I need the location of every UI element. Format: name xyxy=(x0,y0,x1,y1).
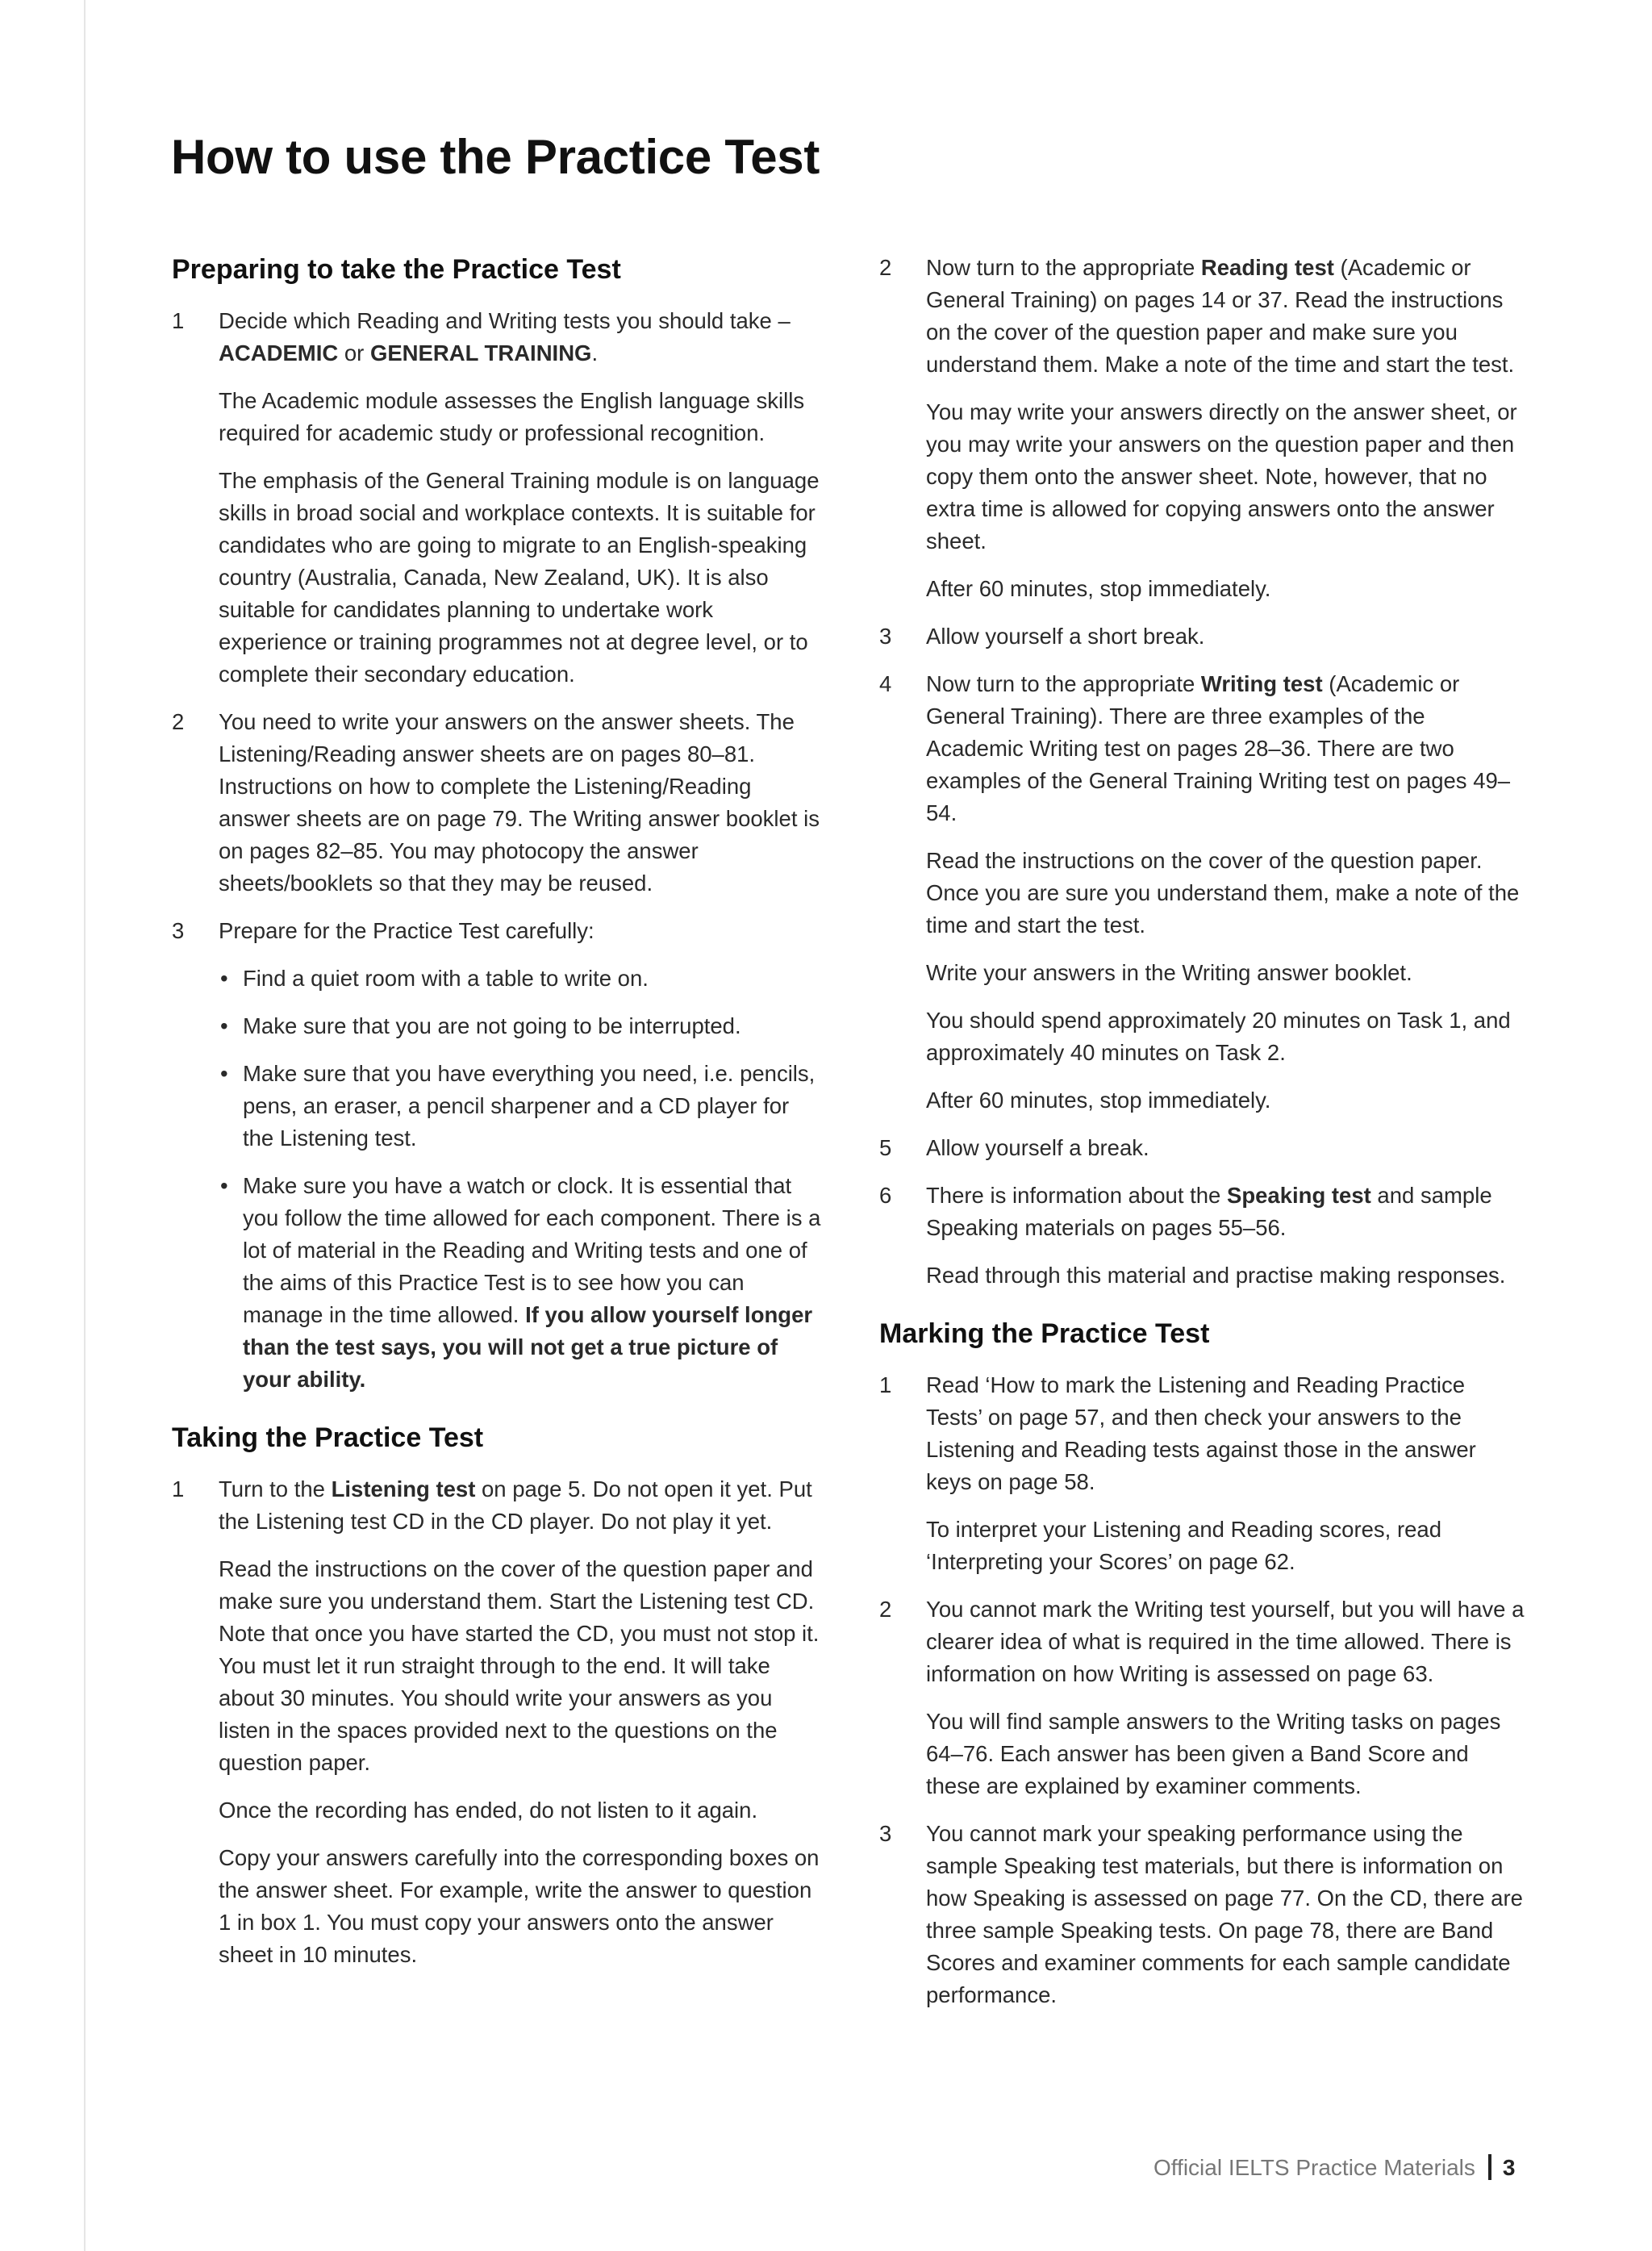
text-run: . xyxy=(591,340,599,365)
right-column xyxy=(879,252,1525,2027)
text-run: and sample Speaking materials on pages 55–56. xyxy=(926,1183,1492,1240)
item-text xyxy=(926,668,1525,829)
item-number: 3 xyxy=(172,918,185,943)
reading-test-label: Reading test xyxy=(1200,255,1334,280)
text-run: (Academic or General Training) on pages 14 or 37. Read the instructions on the cover of the question paper and make sure you understand them. Make a note of the time and start the test. xyxy=(926,255,1515,377)
bullet-text: Find a quiet room with a table to write on. xyxy=(243,966,649,991)
text-run: There is information about the xyxy=(926,1183,1227,1208)
item-number: 2 xyxy=(879,255,892,280)
bullet-warning: If you allow yourself longer than the test says, you will not get a true picture of your ability. xyxy=(243,1302,813,1392)
item-number: 6 xyxy=(879,1183,892,1208)
checklist-item xyxy=(219,1170,825,1396)
item-text: Allow yourself a short break. xyxy=(926,624,1205,649)
taking-item-4 xyxy=(879,668,1525,1117)
writing-test-label: Writing test xyxy=(1200,671,1323,696)
footer-text: Official IELTS Practice Materials xyxy=(1153,2155,1475,2180)
section-heading-taking: Taking the Practice Test xyxy=(172,1422,484,1453)
taking-item-2 xyxy=(879,252,1525,605)
bullet-text: Make sure you have a watch or clock. It is essential that you follow the time allowed for each component. There is a lot of material in the Reading and Writing tests and one of the aims of this Practice Test is to see how you can manage in the time allowed. xyxy=(243,1173,821,1327)
speaking-test-label: Speaking test xyxy=(1226,1183,1371,1208)
bullet-icon: • xyxy=(220,966,228,991)
page-number: 3 xyxy=(1502,2155,1516,2180)
taking-item-6 xyxy=(879,1180,1525,1292)
item-paragraph: You should spend approximately 20 minutes on Task 1, and approximately 40 minutes on Task 2. xyxy=(926,1008,1511,1065)
general-training-label: GENERAL TRAINING xyxy=(369,340,592,365)
text-run: or xyxy=(338,340,370,365)
item-text: You cannot mark the Writing test yourself, but you will have a clearer idea of what is required in the time allowed. There is information on how Writing is assessed on page 63. xyxy=(926,1597,1525,1686)
academic-label: ACADEMIC xyxy=(219,340,339,365)
bullet-icon: • xyxy=(220,1013,228,1038)
item-paragraph: Read the instructions on the cover of the question paper. Once you are sure you understand them, make a note of the time and start the test. xyxy=(926,848,1520,938)
item-text xyxy=(926,252,1525,381)
marking-item-2 xyxy=(879,1593,1525,1802)
preparing-item-3 xyxy=(172,915,825,1396)
item-number: 2 xyxy=(879,1597,892,1622)
item-text: You cannot mark your speaking performance using the sample Speaking test materials, but there is information on how Speaking is assessed on page 77. On the CD, there are three sample Speaking tests. On page 78, there are Band Scores and examiner comments for each sample candidate performance. xyxy=(926,1821,1523,2007)
text-run: on page 5. Do not open it yet. Put the Listening test CD in the CD player. Do not play it yet. xyxy=(219,1476,812,1534)
item-paragraph: Once the recording has ended, do not listen to it again. xyxy=(219,1798,758,1823)
item-text: Prepare for the Practice Test carefully: xyxy=(219,918,594,943)
page-title: How to use the Practice Test xyxy=(171,130,820,184)
checklist-item xyxy=(219,1058,825,1155)
item-paragraph: The Academic module assesses the English language skills required for academic study or professional recognition. xyxy=(219,388,805,445)
item-number: 1 xyxy=(172,1476,185,1501)
page-edge xyxy=(84,0,86,2251)
item-number: 3 xyxy=(879,624,892,649)
checklist xyxy=(219,963,825,1396)
bullet-icon: • xyxy=(220,1061,228,1086)
taking-item-1 xyxy=(172,1473,825,1971)
text-run: Turn to the xyxy=(219,1476,332,1501)
preparing-item-2 xyxy=(172,706,825,900)
preparing-item-1 xyxy=(172,305,825,691)
item-text: Read ‘How to mark the Listening and Reading Practice Tests’ on page 57, and then check your answers to the Listening and Reading tests against those in the answer keys on page 58. xyxy=(926,1372,1476,1494)
listening-test-label: Listening test xyxy=(331,1476,476,1501)
text-run: Decide which Reading and Writing tests you should take – xyxy=(219,308,791,333)
bullet-text: Make sure that you are not going to be interrupted. xyxy=(243,1013,741,1038)
page-footer xyxy=(1153,2154,1515,2181)
bullet-icon: • xyxy=(220,1173,228,1198)
item-paragraph: You will find sample answers to the Writing tasks on pages 64–76. Each answer has been given a Band Score and these are explained by examiner comments. xyxy=(926,1709,1501,1798)
item-number: 3 xyxy=(879,1821,892,1846)
item-number: 5 xyxy=(879,1135,892,1160)
item-paragraph: The emphasis of the General Training module is on language skills in broad social and workplace contexts. It is suitable for candidates who are going to migrate to an English-speaking country (Australia, Canada, New Zealand, UK). It is also suitable for candidates planning to undertake work experience or training programmes not at degree level, or to complete their secondary education. xyxy=(219,468,820,687)
item-number: 1 xyxy=(172,308,185,333)
item-number: 1 xyxy=(879,1372,892,1397)
item-paragraph: Copy your answers carefully into the corresponding boxes on the answer sheet. For example, write the answer to question 1 in box 1. You must copy your answers onto the answer sheet in 10 minutes. xyxy=(219,1845,820,1967)
bullet-text: Make sure that you have everything you need, i.e. pencils, pens, an eraser, a pencil sharpener and a CD player for the Listening test. xyxy=(243,1061,816,1151)
text-run: (Academic or General Training). There are three examples of the Academic Writing test on pages 28–36. There are two examples of the General Training Writing test on pages 49–54. xyxy=(926,671,1511,825)
item-text xyxy=(926,1180,1525,1244)
marking-item-3 xyxy=(879,1818,1525,2011)
checklist-item xyxy=(219,1010,825,1042)
item-text: You need to write your answers on the answer sheets. The Listening/Reading answer sheets are on pages 80–81. Instructions on how to complete the Listening/Reading answer sheets are on page 79. The Writing answer booklet is on pages 82–85. You may photocopy the answer sheets/booklets so that they may be reused. xyxy=(219,709,820,896)
taking-item-5 xyxy=(879,1132,1525,1164)
item-paragraph: After 60 minutes, stop immediately. xyxy=(926,1088,1271,1113)
text-run: Now turn to the appropriate xyxy=(926,671,1201,696)
taking-item-3 xyxy=(879,620,1525,653)
item-text xyxy=(219,1473,825,1538)
section-heading-marking: Marking the Practice Test xyxy=(879,1318,1210,1349)
text-run: Now turn to the appropriate xyxy=(926,255,1201,280)
item-number: 2 xyxy=(172,709,185,734)
section-heading-preparing: Preparing to take the Practice Test xyxy=(172,254,621,285)
checklist-item xyxy=(219,963,825,995)
item-paragraph: After 60 minutes, stop immediately. xyxy=(926,576,1271,601)
item-paragraph: To interpret your Listening and Reading scores, read ‘Interpreting your Scores’ on page 62. xyxy=(926,1517,1441,1574)
item-paragraph: Read the instructions on the cover of the question paper and make sure you understand them. Start the Listening test CD. Note that once you have started the CD, you must not stop it. You must let it run straight through to the end. It will take about 30 minutes. You should write your answers as you listen in the spaces provided next to the questions on the question paper. xyxy=(219,1556,820,1775)
marking-item-1 xyxy=(879,1369,1525,1578)
item-paragraph: You may write your answers directly on the answer sheet, or you may write your answers on the question paper and then copy them onto the answer sheet. Note, however, that no extra time is allowed for copying answers onto the answer sheet. xyxy=(926,399,1517,553)
left-column xyxy=(172,252,825,1986)
footer-divider xyxy=(1488,2154,1491,2180)
item-text xyxy=(219,305,825,370)
item-paragraph: Write your answers in the Writing answer booklet. xyxy=(926,960,1412,985)
item-paragraph: Read through this material and practise making responses. xyxy=(926,1263,1506,1288)
item-text: Allow yourself a break. xyxy=(926,1135,1149,1160)
item-number: 4 xyxy=(879,671,892,696)
